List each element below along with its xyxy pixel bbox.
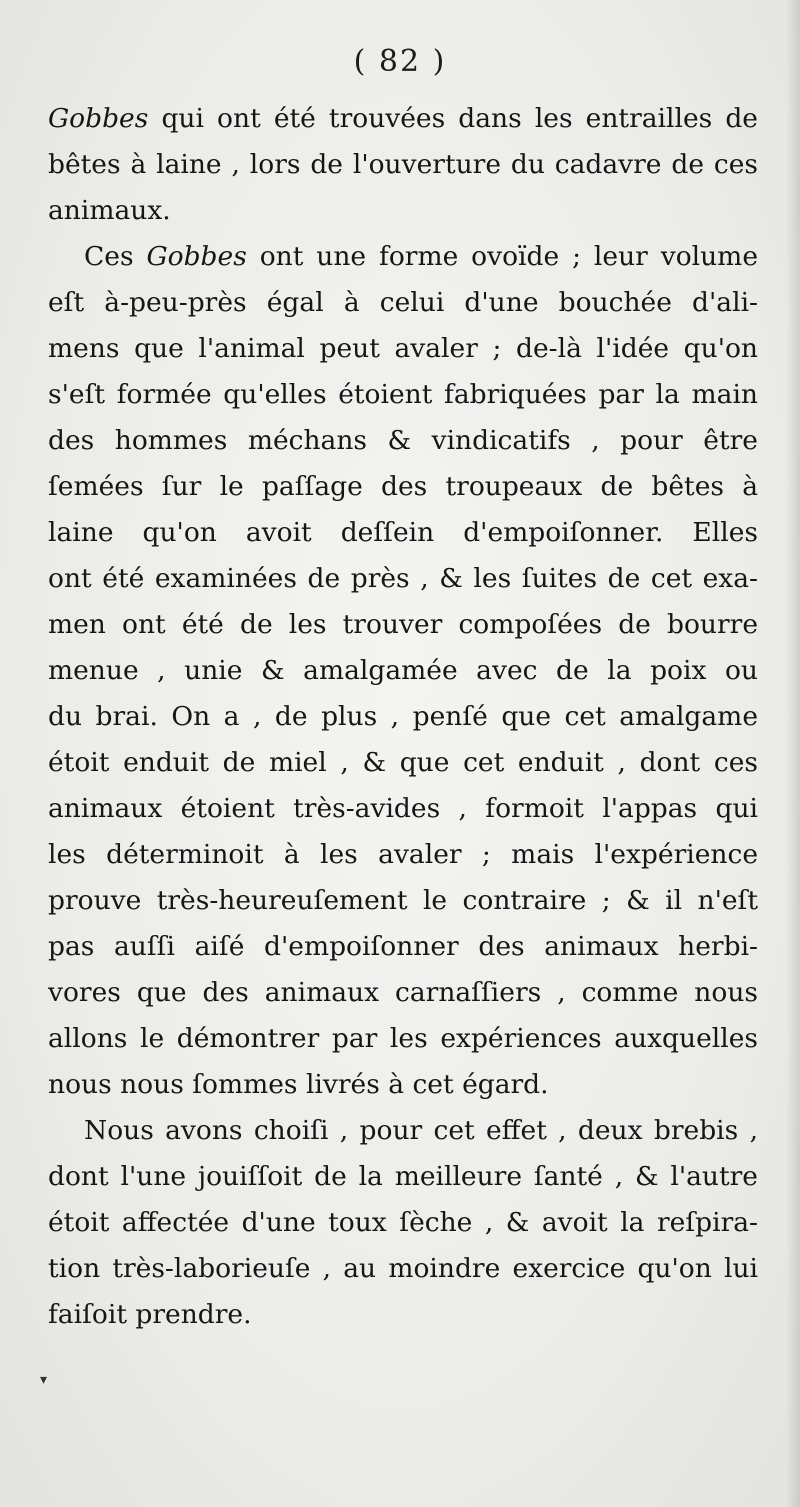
text-line: men ont été de les trouver compoſées de bourre [48, 609, 758, 640]
text-line: ſemées ſur le paſſage des troupeaux de bêtes à [48, 471, 758, 502]
body-text [48, 96, 758, 1338]
text-line: mens que l'animal peut avaler ; de-là l'idée qu'on [48, 333, 758, 364]
text-line: prouve très-heureuſement le contraire ; & il n'eſt [48, 885, 758, 916]
text-line: faiſoit prendre. [48, 1299, 252, 1330]
text-line: menue , unie & amalgamée avec de la poix ou [48, 655, 758, 686]
text-line: étoit enduit de miel , & que cet enduit , dont ces [48, 747, 758, 778]
text-line: allons le démontrer par les expériences auxquelles [48, 1023, 758, 1054]
ink-speck: ▾ [40, 1372, 48, 1388]
text-line: étoit affectée d'une toux ſèche , & avoit la reſpira- [48, 1207, 758, 1238]
text-line: pas auſſi aiſé d'empoiſonner des animaux herbi- [48, 931, 758, 962]
page-edge-shadow [786, 0, 800, 1507]
text-line: nous nous ſommes livrés à cet égard. [48, 1069, 549, 1100]
text-line: vores que des animaux carnaſſiers , comme nous [48, 977, 758, 1008]
text-line: tion très-laborieuſe , au moindre exercice qu'on lui [48, 1253, 758, 1284]
paragraph-start-line: Nous avons choiſi , pour cet effet , deux brebis , [84, 1115, 758, 1146]
text-line: des hommes méchans & vindicatifs , pour être [48, 425, 758, 456]
page-number: ( 82 ) [353, 44, 447, 79]
italic-term: Gobbes [48, 103, 149, 134]
text-line: s'eſt formée qu'elles étoient fabriquées par la main [48, 379, 758, 410]
text-line: du brai. On a , de plus , penſé que cet amalgame [48, 701, 758, 732]
text-line: Gobbes qui ont été trouvées dans les entrailles de [48, 103, 758, 134]
text-line: animaux. [48, 195, 171, 226]
text-line: dont l'une jouiſſoit de la meilleure ſanté , & l'autre [48, 1161, 758, 1192]
text-line: laine qu'on avoit deſſein d'empoiſonner. Elles [48, 517, 758, 548]
text-line: les déterminoit à les avaler ; mais l'expérience [48, 839, 758, 870]
text-line: animaux étoient très-avides , formoit l'appas qui [48, 793, 758, 824]
text-line: ont été examinées de près , & les ſuites de cet exa- [48, 563, 758, 594]
italic-term: Gobbes [146, 241, 247, 272]
text-line: bêtes à laine , lors de l'ouverture du cadavre de ces [48, 149, 758, 180]
text-line: eſt à-peu-près égal à celui d'une bouchée d'ali- [48, 287, 758, 318]
paragraph-start-line: Ces Gobbes ont une forme ovoïde ; leur volume [84, 241, 758, 272]
